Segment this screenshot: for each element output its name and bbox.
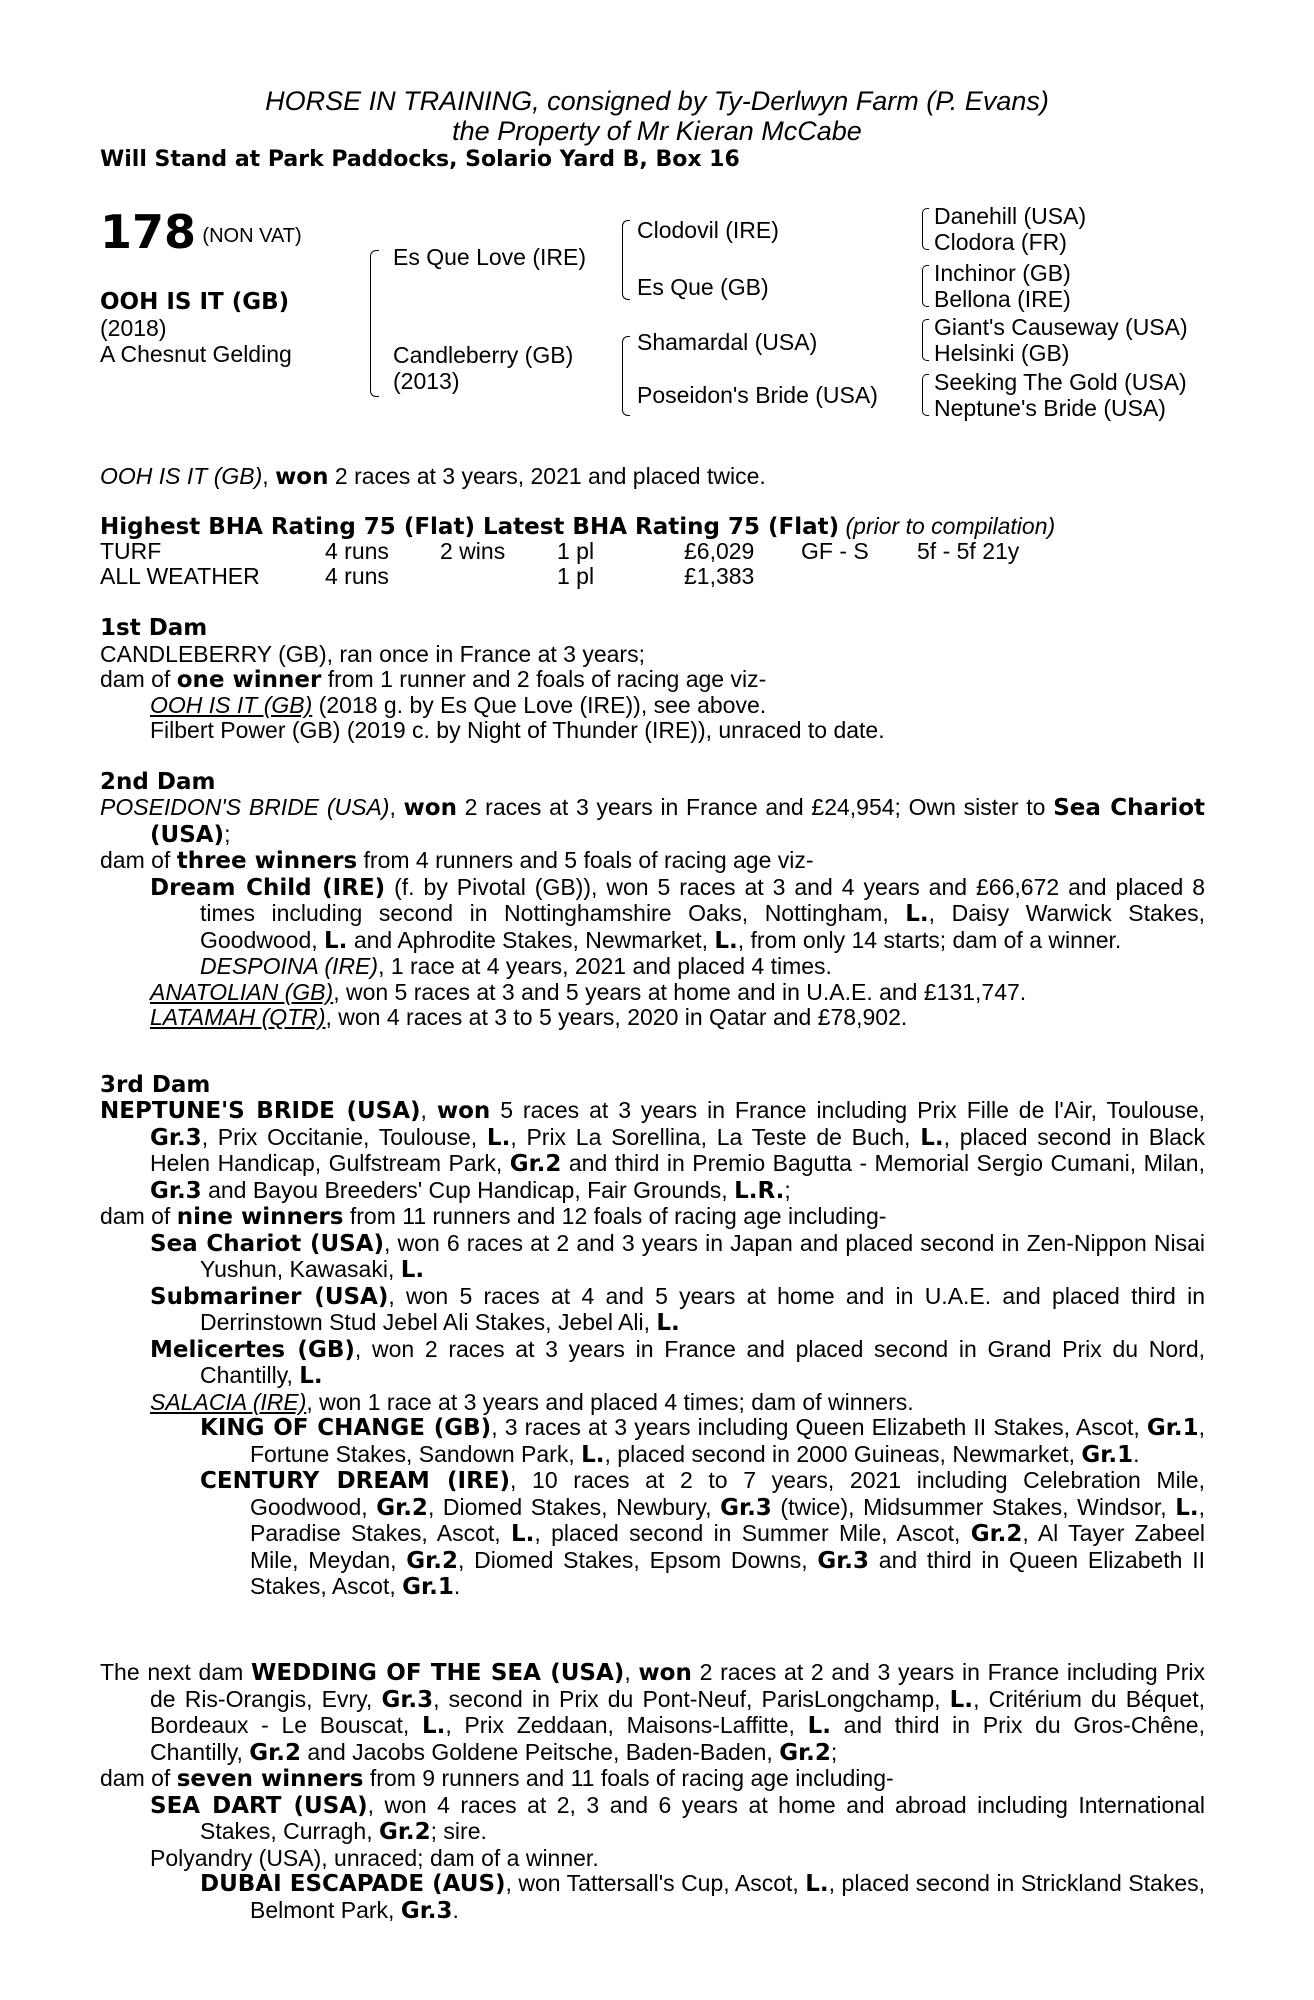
- header-line-1: HORSE IN TRAINING, consigned by Ty-Derlwyn Farm (P. Evans): [265, 86, 1049, 116]
- rating-going: GF - S: [801, 538, 869, 564]
- third-dam-paragraph: NEPTUNE'S BRIDE (USA), won 5 races at 3 years in France including Prix Fille de l'Air, Toulouse, Gr.3, Prix Occitanie, Toulouse, L., Prix La Sorellina, La Teste de Buch, L., placed second in Black Helen Handicap, Gulfstream Park, Gr.2 and third in Premio Bagutta - Memorial Sergio Cumani, Milan, Gr.3 and Bayou Breeders' Cup Handicap, Fair Grounds, L.R.; dam of nine winners from 11 runners and 12 foals of racing age including- Sea Chariot (USA), won 6 races at 2 and 3 years in Japan and placed second in Zen-Nippon Nisai Yushun, Kawasaki, L. Submariner (USA), won 5 races at 4 and 5 years at home and in U.A.E. and placed third in Derrinstown Stud Jebel Ali Stakes, Jebel Ali, L. Melicertes (GB), won 2 races at 3 years in France and placed second in Grand Prix du Nord, Chantilly, L. SALACIA (IRE), won 1 race at 3 years and placed 4 times; dam of winners. KING OF CHANGE (GB), 3 races at 3 years including Queen Elizabeth II Stakes, Ascot, Gr.1, Fortune Stakes, Sandown Park, L., placed second in 2000 Guineas, Newmarket, Gr.1. CENTURY DREAM (IRE), 10 races at 2 to 7 years, 2021 including Celebration Mile, Goodwood, Gr.2, Diomed Stakes, Newbury, Gr.3 (twice), Midsummer Stakes, Windsor, L., Paradise Stakes, Ascot, L., placed second in Summer Mile, Ascot, Gr.2, Al Tayer Zabeel Mile, Meydan, Gr.2, Diomed Stakes, Epsom Downs, Gr.3 and third in Queen Elizabeth II Stakes, Ascot, Gr.1.: [100, 1097, 1206, 1600]
- rating-placed: 1 pl: [557, 538, 595, 564]
- second-dam-paragraph: POSEIDON'S BRIDE (USA), won 2 races at 3 years in France and £24,954; Own sister to Sea Chariot (USA); dam of three winners from 4 runners and 5 foals of racing age viz- Dream Child (IRE) (f. by Pivotal (GB)), won 5 races at 3 and 4 years and £66,672 and placed 8 times including second in Nottinghamshire Oaks, Nottingham, L., Daisy Warwick Stakes, Goodwood, L. and Aphrodite Stakes, Newmarket, L., from only 14 starts; dam of a winner. DESPOINA (IRE), 1 race at 4 years, 2021 and placed 4 times. ANATOLIAN (GB), won 5 races at 3 and 5 years at home and in U.A.E. and £131,747. LATAMAH (QTR), won 4 races at 3 to 5 years, 2020 in Qatar and £78,902.: [100, 794, 1205, 1030]
- first-dam-foal: OOH IS IT (GB) (2018 g. by Es Que Love (IRE)), see above.: [150, 692, 767, 718]
- rating-wins: 2 wins: [440, 538, 506, 564]
- rating-surface: TURF: [100, 538, 162, 564]
- rating-placed: 1 pl: [557, 563, 595, 589]
- list-item: SALACIA (IRE), won 1 race at 3 years and placed 4 times; dam of winners.: [150, 1388, 914, 1415]
- rating-distance: 5f - 5f 21y: [917, 538, 1020, 564]
- pedigree-sss: Danehill (USA): [934, 203, 1087, 229]
- summary-rest: 2 races at 3 years, 2021 and placed twice.: [328, 463, 766, 489]
- list-item: DESPOINA (IRE), 1 race at 4 years, 2021 and placed 4 times.: [200, 953, 832, 979]
- lot-number: 178: [100, 205, 197, 259]
- rating-runs: 4 runs: [325, 538, 389, 564]
- pedigree-sds: Inchinor (GB): [934, 260, 1071, 286]
- summary-won: won: [275, 464, 329, 490]
- third-dam-heading: 3rd Dam: [100, 1072, 211, 1098]
- pedigree-brace-dam: [622, 336, 630, 416]
- summary-horse-name: OOH IS IT (GB): [100, 463, 263, 489]
- first-dam-heading: 1st Dam: [100, 615, 208, 641]
- rating-title: Highest BHA Rating 75 (Flat) Latest BHA Rating 75 (Flat): [100, 514, 840, 540]
- rating-runs: 4 runs: [325, 563, 389, 589]
- pedigree-sd: Es Que (GB): [637, 274, 769, 300]
- pedigree-dss: Giant's Causeway (USA): [934, 314, 1188, 340]
- pedigree-brace-dd: [922, 374, 929, 416]
- pedigree-ssd: Clodora (FR): [934, 229, 1067, 255]
- list-item: LATAMAH (QTR), won 4 races at 3 to 5 years, 2020 in Qatar and £78,902.: [150, 1004, 908, 1030]
- pedigree-dds: Seeking The Gold (USA): [934, 369, 1187, 395]
- rating-heading: [100, 514, 1055, 541]
- horse-year: (2018): [100, 315, 167, 341]
- list-item: Dream Child (IRE) (f. by Pivotal (GB)), won 5 races at 3 and 4 years and £66,672 and placed 8 times including second in Nottinghamshire Oaks, Nottingham, L., Daisy Warwick Stakes, Goodwood, L. and Aphrodite Stakes, Newmarket, L., from only 14 starts; dam of a winner.: [150, 873, 1205, 954]
- pedigree-dam-year: (2013): [393, 368, 460, 394]
- list-item: CENTURY DREAM (IRE), 10 races at 2 to 7 years, 2021 including Celebration Mile, Goodwood, Gr.2, Diomed Stakes, Newbury, Gr.3 (twice), Midsummer Stakes, Windsor, L., Paradise Stakes, Ascot, L., placed second in Summer Mile, Ascot, Gr.2, Al Tayer Zabeel Mile, Meydan, Gr.2, Diomed Stakes, Epsom Downs, Gr.3 and third in Queen Elizabeth II Stakes, Ascot, Gr.1.: [200, 1467, 1206, 1600]
- list-item: SEA DART (USA), won 4 races at 2, 3 and 6 years at home and abroad including International Stakes, Curragh, Gr.2; sire.: [150, 1791, 1205, 1845]
- pedigree-brace-gen1: [370, 250, 379, 397]
- pedigree-dam: Candleberry (GB): [393, 342, 574, 368]
- header-line-2: the Property of Mr Kieran McCabe: [452, 116, 862, 146]
- pedigree-ddd: Neptune's Bride (USA): [934, 395, 1166, 421]
- list-item: Melicertes (GB), won 2 races at 3 years in France and placed second in Grand Prix du Nord, Chantilly, L.: [150, 1335, 1205, 1389]
- first-dam-produce: dam of one winner from 1 runner and 2 foals of racing age viz-: [100, 666, 767, 693]
- rating-prize: £1,383: [684, 563, 755, 589]
- pedigree-dsd: Helsinki (GB): [934, 340, 1070, 366]
- pedigree-ds: Shamardal (USA): [637, 329, 818, 355]
- pedigree-brace-ss: [922, 208, 929, 250]
- horse-description: A Chesnut Gelding: [100, 341, 292, 367]
- pedigree-brace-ds: [922, 319, 929, 361]
- list-item: DUBAI ESCAPADE (AUS), won Tattersall's Cup, Ascot, L., placed second in Strickland Stakes, Belmont Park, Gr.3.: [200, 1870, 1206, 1924]
- vat-status: (NON VAT): [202, 225, 302, 247]
- rating-prize: £6,029: [684, 538, 755, 564]
- lot-number-line: [100, 205, 302, 259]
- rating-surface: ALL WEATHER: [100, 563, 260, 589]
- pedigree-ss: Clodovil (IRE): [637, 217, 779, 243]
- next-dam-paragraph: The next dam WEDDING OF THE SEA (USA), won 2 races at 2 and 3 years in France including Prix de Ris-Orangis, Evry, Gr.3, second in Prix du Pont-Neuf, ParisLongchamp, L., Critérium du Béquet, Bordeaux - Le Bouscat, L., Prix Zeddaan, Maisons-Laffitte, L. and third in Prix du Gros-Chêne, Chantilly, Gr.2 and Jacobs Goldene Peitsche, Baden-Baden, Gr.2; dam of seven winners from 9 runners and 11 foals of racing age including- SEA DART (USA), won 4 races at 2, 3 and 6 years at home and abroad including International Stakes, Curragh, Gr.2; sire. Polyandry (USA), unraced; dam of a winner. DUBAI ESCAPADE (AUS), won Tattersall's Cup, Ascot, L., placed second in Strickland Stakes, Belmont Park, Gr.3.: [100, 1659, 1206, 1924]
- horse-name: OOH IS IT (GB): [100, 289, 290, 315]
- list-item: Polyandry (USA), unraced; dam of a winner.: [150, 1844, 599, 1871]
- pedigree-dd: Poseidon's Bride (USA): [637, 382, 878, 408]
- first-dam-foal: Filbert Power (GB) (2019 c. by Night of Thunder (IRE)), unraced to date.: [150, 717, 885, 743]
- rating-note: (prior to compilation): [845, 513, 1056, 539]
- pedigree-sdd: Bellona (IRE): [934, 286, 1071, 312]
- pedigree-brace-sire: [622, 220, 630, 300]
- list-item: ANATOLIAN (GB), won 5 races at 3 and 5 years at home and in U.A.E. and £131,747.: [150, 978, 1027, 1005]
- list-item: KING OF CHANGE (GB), 3 races at 3 years including Queen Elizabeth II Stakes, Ascot, Gr.1, Fortune Stakes, Sandown Park, L., placed second in 2000 Guineas, Newmarket, Gr.1.: [200, 1414, 1205, 1468]
- pedigree-brace-sd: [922, 265, 929, 307]
- list-item: Sea Chariot (USA), won 6 races at 2 and 3 years in Japan and placed second in Zen-Nippon Nisai Yushun, Kawasaki, L.: [150, 1229, 1206, 1283]
- pedigree-sire: Es Que Love (IRE): [393, 244, 587, 270]
- first-dam-line: CANDLEBERRY (GB), ran once in France at 3 years;: [100, 641, 645, 667]
- header-line-3: Will Stand at Park Paddocks, Solario Yard B, Box 16: [100, 147, 740, 172]
- race-summary: OOH IS IT (GB), won 2 races at 3 years, 2021 and placed twice.: [100, 463, 766, 490]
- second-dam-heading: 2nd Dam: [100, 769, 216, 795]
- list-item: Submariner (USA), won 5 races at 4 and 5 years at home and in U.A.E. and placed third in Derrinstown Stud Jebel Ali Stakes, Jebel Ali, L.: [150, 1282, 1205, 1336]
